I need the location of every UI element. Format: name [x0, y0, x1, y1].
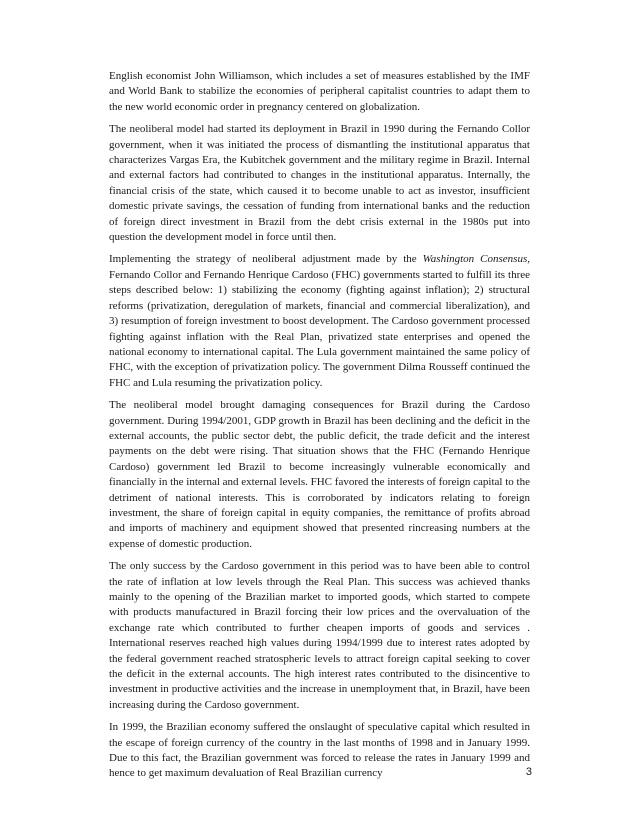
washington-consensus-emphasis: Washington Consensus — [422, 253, 528, 266]
paragraph-1: English economist John Williamson, which includes a set of measures established by the IMF and World Bank to stabilize the economies of peripheral capitalist countries to adapt them to the new world economic order in pregnancy centered on globalization. — [109, 70, 530, 113]
paragraph-3-text-before: Implementing the strategy of neoliberal adjustment made by the — [109, 253, 423, 266]
page-number: 3 — [525, 766, 532, 778]
paragraph-2: The neoliberal model had started its deployment in Brazil in 1990 during the Fernando Collor government, when it was initiated the process of dismantling the institutional apparatus that characterizes Vargas Era, the Kubitchek government and the military regime in Brazil. Internal and external factors had contributed to changes in the institutional apparatus. Internally, the financial crisis of the state, which caused it to become unable to act as investor, insufficient domestic private savings, the cessation of funding from international banks and the reduction of foreign direct investment in Brazil from the debt crisis external in the 1980s put into question the development model in force until then. — [109, 123, 530, 244]
paragraph-3 — [109, 252, 530, 391]
paragraph-4: The neoliberal model brought damaging consequences for Brazil during the Cardoso government. During 1994/2001, GDP growth in Brazil has been declining and the deficit in the external accounts, the public sector debt, the public deficit, the trade deficit and the interest payments on the debt were rising. That situation shows that the FHC (Fernando Henrique Cardoso) government led Brazil to become increasingly vulnerable economically and financially in the internal and external levels. FHC favored the interests of foreign capital to the detriment of national interests. This is corroborated by indicators relating to foreign investment, the share of foreign capital in equity companies, the remittance of profits abroad and imports of machinery and equipment showed that presented rincreasing numbers at the expense of domestic production. — [109, 399, 530, 550]
paragraph-6: In 1999, the Brazilian economy suffered the onslaught of speculative capital which resulted in the escape of foreign currency of the country in the last months of 1998 and in January 1999. Due to this fact, the Brazilian government was forced to release the rates in January 1999 and hence to get maximum devaluation of Real Brazilian currency — [109, 721, 530, 780]
paragraph-3-text-after: , Fernando Collor and Fernando Henrique Cardoso (FHC) governments started to fulfill its three steps described below: 1) stabilizing the economy (fighting against inflation); 2) structural reforms (privatization, deregulation of markets, financial and commercial liberalization), and 3) resumption of foreign investment to boost development. The Cardoso government processed fighting against inflation with the Real Plan, privatized state enterprises and opened the national economy to international capital. The Lula government maintained the same policy of FHC, with the exception of privatization policy. The government Dilma Rousseff continued the FHC and Lula resuming the privatization policy. — [109, 253, 530, 389]
body-text — [109, 69, 530, 789]
paragraph-5: The only success by the Cardoso government in this period was to have been able to control the rate of inflation at low levels through the Real Plan. This success was achieved thanks mainly to the opening of the Brazilian market to imported goods, which started to compete with products manufactured in Brazil forcing their low prices and the overvaluation of the exchange rate which contributed to further cheapen imports of goods and services . International reserves reached high values during 1994/1999 due to interest rates adopted by the federal government reached stratospheric levels to attract foreign capital seeking to cover the deficit in the external accounts. The high interest rates contributed to the disincentive to investment in productive activities and the increase in unemployment that, in Brazil, have been increasing during the Cardoso government. — [109, 560, 530, 711]
